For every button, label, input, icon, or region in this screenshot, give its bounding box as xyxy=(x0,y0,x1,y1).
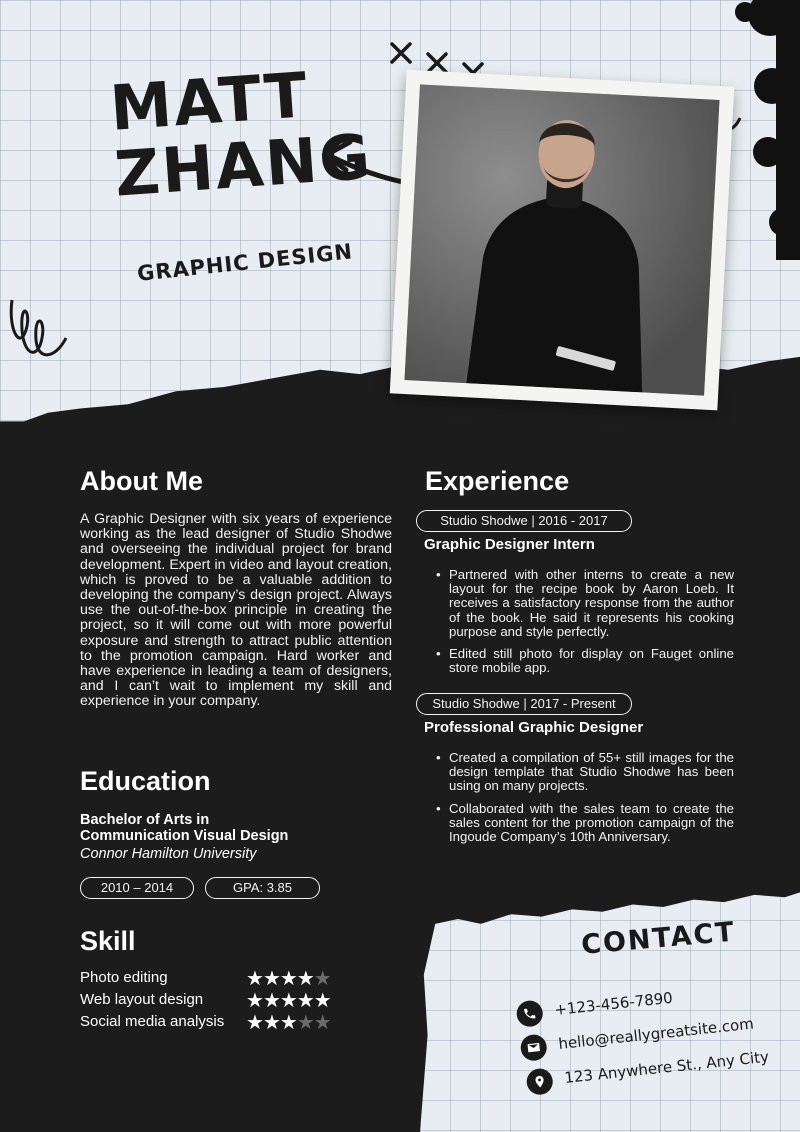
star-filled-icon: ★ xyxy=(262,988,280,1012)
job-bullets xyxy=(436,568,734,683)
bullet-item: • Created a compilation of 55+ still images for the design template that Studio Shodwe has been using on many projects. xyxy=(436,751,734,794)
star-filled-icon: ★ xyxy=(313,988,331,1012)
degree-line-1: Bachelor of Arts in xyxy=(80,812,210,828)
job-title: Professional Graphic Designer xyxy=(424,719,644,736)
contact-address-text: 123 Anywhere St., Any City xyxy=(563,1047,770,1087)
name-heading xyxy=(107,58,375,211)
star-filled-icon: ★ xyxy=(246,966,263,990)
profile-photo xyxy=(404,84,719,395)
star-rating-icon xyxy=(246,1010,331,1034)
skill-list xyxy=(80,968,360,1034)
degree-line-2: Communication Visual Design xyxy=(80,828,289,844)
star-filled-icon: ★ xyxy=(279,966,297,990)
star-filled-icon: ★ xyxy=(279,1010,297,1034)
education-degree xyxy=(80,812,400,844)
star-filled-icon: ★ xyxy=(262,1010,280,1034)
about-text: A Graphic Designer with six years of experience working as the lead designer of Studio Shodwe and overseeing the individual project for brand development. Expert in video and layout creation, which is proved to be a valuable addition to developing the company’s design project. Always use the out-of-the-box principle in creating the project, so it will come out with more powerful exposure and strength to attract public attention to the promotion campaign. Hard worker and have experience in leading a team of designers, and I can’t wait to implement my skill and experience in your company. xyxy=(80,511,392,710)
name-last: ZHANG xyxy=(112,119,375,211)
bullet-item: • Partnered with other interns to create a new layout for the recipe book by Aaron Loeb. It receives a satisfactory response from the author of the book. He said it represents his cooking purpose and style perfectly. xyxy=(436,568,734,639)
skill-label: Social media analysis xyxy=(80,1013,225,1030)
job-bullets xyxy=(436,751,734,852)
job-period-badge: Studio Shodwe | 2017 - Present xyxy=(416,693,632,715)
star-filled-icon: ★ xyxy=(296,966,314,990)
star-empty-icon: ★ xyxy=(313,966,331,990)
bullet-item: • Collaborated with the sales team to create the sales content for the promotion campaign of the Ingoude Company’s 10th Anniversary. xyxy=(436,802,734,845)
star-filled-icon: ★ xyxy=(246,988,263,1012)
job-period-badge: Studio Shodwe | 2016 - 2017 xyxy=(416,510,632,532)
education-years-badge: 2010 – 2014 xyxy=(80,877,194,899)
skill-row xyxy=(80,1012,360,1034)
star-empty-icon: ★ xyxy=(296,1010,314,1034)
star-rating-icon xyxy=(246,966,331,990)
skill-label: Web layout design xyxy=(80,991,204,1008)
scribble-left xyxy=(11,300,66,355)
star-filled-icon: ★ xyxy=(246,1010,263,1034)
name-first: MATT xyxy=(107,58,312,145)
star-empty-icon: ★ xyxy=(313,1010,331,1034)
photo-frame xyxy=(390,70,735,411)
skill-row xyxy=(80,968,360,990)
contact-phone-text[interactable]: +123-456-7890 xyxy=(553,988,674,1019)
bullet-item: • Edited still photo for display on Fauget online store mobile app. xyxy=(436,647,734,675)
role-subtitle: GRAPHIC DESIGN xyxy=(136,239,355,286)
contact-heading: CONTACT xyxy=(580,916,737,961)
skill-heading: Skill xyxy=(80,926,136,956)
education-school: Connor Hamilton University xyxy=(80,846,257,862)
about-heading: About Me xyxy=(80,466,203,496)
education-gpa-badge: GPA: 3.85 xyxy=(205,877,320,899)
star-filled-icon: ★ xyxy=(262,966,280,990)
person-silhouette xyxy=(404,84,719,395)
experience-heading: Experience xyxy=(425,466,570,496)
education-heading: Education xyxy=(80,766,211,796)
job-title: Graphic Designer Intern xyxy=(424,536,595,553)
star-filled-icon: ★ xyxy=(279,988,297,1012)
star-filled-icon: ★ xyxy=(296,988,314,1012)
ink-splatter xyxy=(735,0,800,260)
skill-label: Photo editing xyxy=(80,969,168,986)
skill-row xyxy=(80,990,360,1012)
star-rating-icon xyxy=(246,988,331,1012)
contact-email-text[interactable]: hello@reallygreatsite.com xyxy=(557,1014,755,1053)
